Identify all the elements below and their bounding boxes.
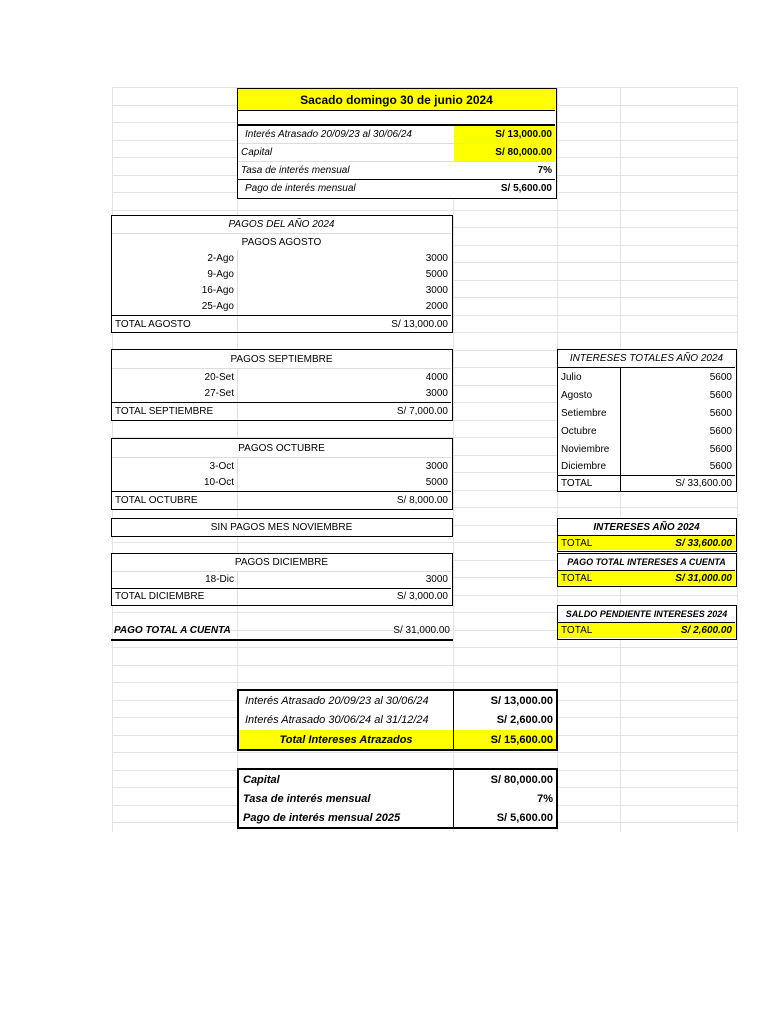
agosto-date: 16-Ago xyxy=(201,284,234,296)
pagos-octubre-table xyxy=(111,438,453,510)
octubre-total-label: TOTAL OCTUBRE xyxy=(115,494,198,506)
header-row-label: Pago de interés mensual xyxy=(245,183,356,194)
pago-total-row xyxy=(111,621,453,641)
header-row-value: S/ 80,000.00 xyxy=(454,144,555,161)
noviembre-box xyxy=(111,518,453,537)
intereses-total-label: TOTAL xyxy=(561,478,593,489)
atrasado-total-label: Total Intereses Atrazados xyxy=(239,730,453,749)
atrasado-label: Interés Atrasado 30/06/24 al 31/12/24 xyxy=(245,713,429,726)
agosto-title: PAGOS AGOSTO xyxy=(241,236,322,248)
gridline-row xyxy=(112,665,738,666)
agosto-date: 25-Ago xyxy=(201,300,234,312)
atrasado-value: S/ 13,000.00 xyxy=(490,694,553,707)
octubre-title: PAGOS OCTUBRE xyxy=(238,442,325,454)
intereses-month: Julio xyxy=(561,371,582,383)
septiembre-title: PAGOS SEPTIEMBRE xyxy=(230,353,333,365)
gridline-row xyxy=(112,752,738,753)
intereses-value: 5600 xyxy=(709,371,732,383)
agosto-total-value: S/ 13,000.00 xyxy=(391,318,448,330)
proyeccion-value: S/ 80,000.00 xyxy=(490,773,553,786)
intereses-month: Setiembre xyxy=(561,407,607,419)
septiembre-amount: 3000 xyxy=(425,387,448,399)
intereses-month: Diciembre xyxy=(561,461,607,472)
agosto-amount: 3000 xyxy=(425,284,448,296)
header-table xyxy=(237,88,557,199)
saldo-pendiente-box xyxy=(557,605,737,640)
agosto-date: 2-Ago xyxy=(207,252,234,264)
intereses-month: Agosto xyxy=(561,389,593,401)
intereses-totales-title: INTERESES TOTALES AÑO 2024 xyxy=(569,353,724,364)
saldo-pendiente-label: TOTAL xyxy=(558,623,620,638)
proyeccion-table xyxy=(237,768,558,829)
octubre-date: 10-Oct xyxy=(203,476,234,488)
pagos-year-title: PAGOS DEL AÑO 2024 xyxy=(228,219,335,230)
intereses-month: Noviembre xyxy=(561,443,610,455)
octubre-amount: 5000 xyxy=(425,476,448,488)
septiembre-amount: 4000 xyxy=(425,371,448,383)
septiembre-date: 20-Set xyxy=(204,371,234,383)
header-row-value: 7% xyxy=(537,165,552,176)
intereses-anio-box xyxy=(557,518,737,552)
septiembre-total-value: S/ 7,000.00 xyxy=(396,405,448,417)
diciembre-amount: 3000 xyxy=(425,574,448,585)
agosto-amount: 3000 xyxy=(425,252,448,264)
saldo-pendiente-value: S/ 2,600.00 xyxy=(620,623,735,638)
intereses-anio-label: TOTAL xyxy=(558,536,620,550)
intereses-value: 5600 xyxy=(709,461,732,472)
proyeccion-label: Capital xyxy=(243,773,280,786)
diciembre-title: PAGOS DICIEMBRE xyxy=(234,557,329,568)
agosto-date: 9-Ago xyxy=(207,268,234,280)
header-row-label: Interés Atrasado 20/09/23 al 30/06/24 xyxy=(245,129,412,140)
diciembre-total-label: TOTAL DICIEMBRE xyxy=(115,591,205,602)
intereses-anio-title: INTERESES AÑO 2024 xyxy=(593,521,700,533)
proyeccion-label: Pago de interés mensual 2025 xyxy=(243,811,401,824)
intereses-value: 5600 xyxy=(709,407,732,419)
atrasado-value: S/ 2,600.00 xyxy=(496,713,553,726)
header-title: Sacado domingo 30 de junio 2024 xyxy=(238,89,555,111)
proyeccion-value: 7% xyxy=(537,792,553,805)
atrasados-table xyxy=(237,689,558,751)
saldo-pendiente-title: SALDO PENDIENTE INTERESES 2024 xyxy=(565,609,728,619)
header-row-value: S/ 13,000.00 xyxy=(454,126,555,143)
pagos-agosto-table xyxy=(111,215,453,333)
septiembre-date: 27-Set xyxy=(204,387,234,399)
proyeccion-value: S/ 5,600.00 xyxy=(496,811,553,824)
gridline-row xyxy=(112,647,738,648)
octubre-amount: 3000 xyxy=(425,460,448,472)
intereses-totales-table xyxy=(557,349,737,492)
intereses-anio-value: S/ 33,600.00 xyxy=(620,536,735,550)
gridline-row xyxy=(112,682,738,683)
agosto-total-label: TOTAL AGOSTO xyxy=(115,318,191,330)
intereses-total-value: S/ 33,600.00 xyxy=(675,478,732,489)
header-row-value: S/ 5,600.00 xyxy=(500,183,552,194)
atrasado-label: Interés Atrasado 20/09/23 al 30/06/24 xyxy=(245,694,429,707)
pago-total-value: S/ 31,000.00 xyxy=(393,624,450,636)
intereses-month: Octubre xyxy=(561,425,597,437)
proyeccion-label: Tasa de interés mensual xyxy=(243,792,371,805)
pago-intereses-value: S/ 31,000.00 xyxy=(620,571,735,585)
noviembre-title: SIN PAGOS MES NOVIEMBRE xyxy=(210,521,353,533)
gridline-row xyxy=(112,210,738,211)
agosto-amount: 5000 xyxy=(425,268,448,280)
agosto-amount: 2000 xyxy=(425,300,448,312)
octubre-total-value: S/ 8,000.00 xyxy=(396,494,448,506)
diciembre-total-value: S/ 3,000.00 xyxy=(396,591,448,602)
septiembre-total-label: TOTAL SEPTIEMBRE xyxy=(115,405,214,417)
header-row-label: Tasa de interés mensual xyxy=(241,165,350,176)
octubre-date: 3-Oct xyxy=(209,460,234,472)
diciembre-date: 18-Dic xyxy=(205,574,234,585)
intereses-value: 5600 xyxy=(709,425,732,437)
gridline-column xyxy=(737,87,738,832)
atrasado-total-value: S/ 15,600.00 xyxy=(454,730,556,749)
pago-intereses-box xyxy=(557,553,737,587)
header-row-label: Capital xyxy=(241,147,273,158)
intereses-value: 5600 xyxy=(709,389,732,401)
intereses-value: 5600 xyxy=(709,443,732,455)
pago-total-label: PAGO TOTAL A CUENTA xyxy=(114,624,231,636)
pago-intereses-title: PAGO TOTAL INTERESES A CUENTA xyxy=(567,557,726,567)
pagos-diciembre-table xyxy=(111,553,453,606)
pago-intereses-label: TOTAL xyxy=(558,571,620,585)
pagos-septiembre-table xyxy=(111,349,453,421)
